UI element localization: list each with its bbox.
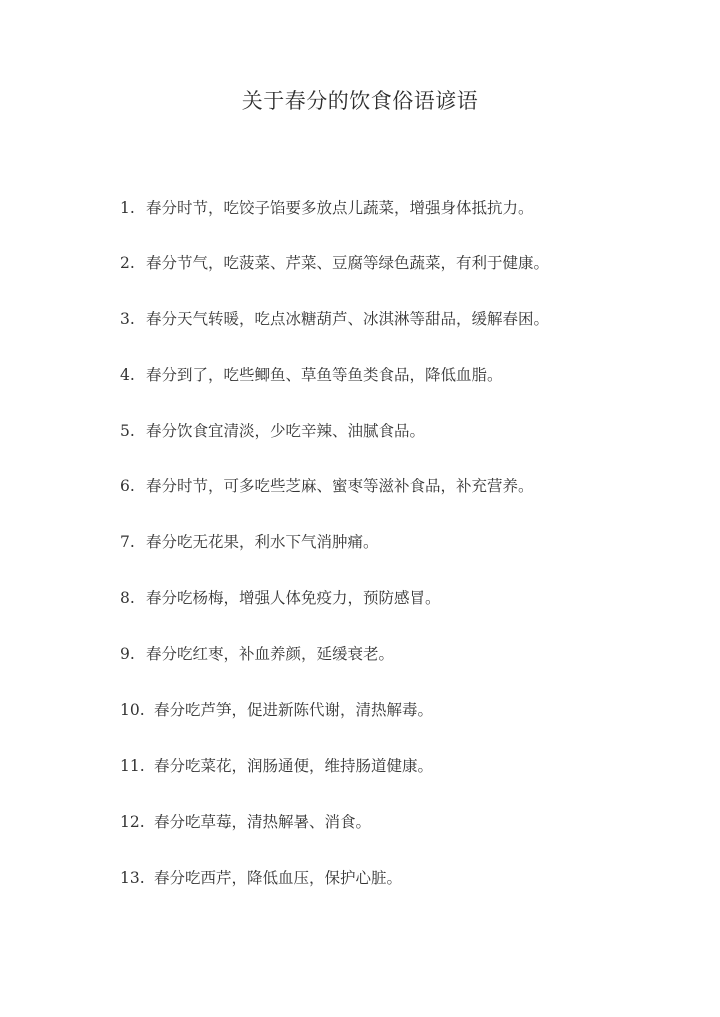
item-number: 8. (120, 589, 135, 607)
item-text: 春分吃无花果，利水下气消肿痛。 (146, 533, 379, 551)
list-item (120, 811, 640, 833)
list-item (120, 475, 640, 497)
item-text: 春分饮食宜清淡，少吃辛辣、油腻食品。 (146, 422, 426, 440)
list-item (120, 197, 640, 219)
document-title: 关于春分的饮食俗语谚语 (241, 89, 479, 113)
item-text: 春分天气转暖，吃点冰糖葫芦、冰淇淋等甜品，缓解春困。 (146, 310, 550, 328)
item-number: 11. (120, 757, 145, 775)
item-number: 4. (120, 366, 135, 384)
item-text: 春分时节，吃饺子馅要多放点儿蔬菜，增强身体抵抗力。 (146, 199, 534, 217)
item-text: 春分到了，吃些鲫鱼、草鱼等鱼类食品，降低血脂。 (146, 366, 503, 384)
item-text: 春分时节，可多吃些芝麻、蜜枣等滋补食品，补充营养。 (146, 477, 534, 495)
item-number: 13. (120, 869, 145, 887)
item-number: 6. (120, 477, 135, 495)
item-number: 7. (120, 533, 135, 551)
item-number: 2. (120, 254, 135, 272)
item-number: 9. (120, 645, 135, 663)
item-text: 春分吃草莓，清热解暑、消食。 (154, 813, 372, 831)
item-number: 1. (120, 199, 135, 217)
list-item (120, 755, 640, 777)
list-item (120, 308, 640, 330)
item-text: 春分吃西芹，降低血压，保护心脏。 (154, 869, 403, 887)
item-text: 春分吃芦笋，促进新陈代谢，清热解毒。 (154, 701, 434, 719)
list-item (120, 587, 640, 609)
item-number: 3. (120, 310, 135, 328)
list-item (120, 364, 640, 386)
item-text: 春分吃红枣，补血养颜，延缓衰老。 (146, 645, 395, 663)
item-text: 春分吃菜花，润肠通便，维持肠道健康。 (154, 757, 434, 775)
item-number: 10. (120, 701, 145, 719)
list-item (120, 643, 640, 665)
list-item (120, 252, 640, 274)
item-number: 5. (120, 422, 135, 440)
item-number: 12. (120, 813, 145, 831)
item-text: 春分节气，吃菠菜、芹菜、豆腐等绿色蔬菜，有利于健康。 (146, 254, 550, 272)
list-item (120, 867, 640, 889)
item-text: 春分吃杨梅，增强人体免疫力，预防感冒。 (146, 589, 441, 607)
list-item (120, 531, 640, 553)
list-item (120, 420, 640, 442)
list-item (120, 699, 640, 721)
